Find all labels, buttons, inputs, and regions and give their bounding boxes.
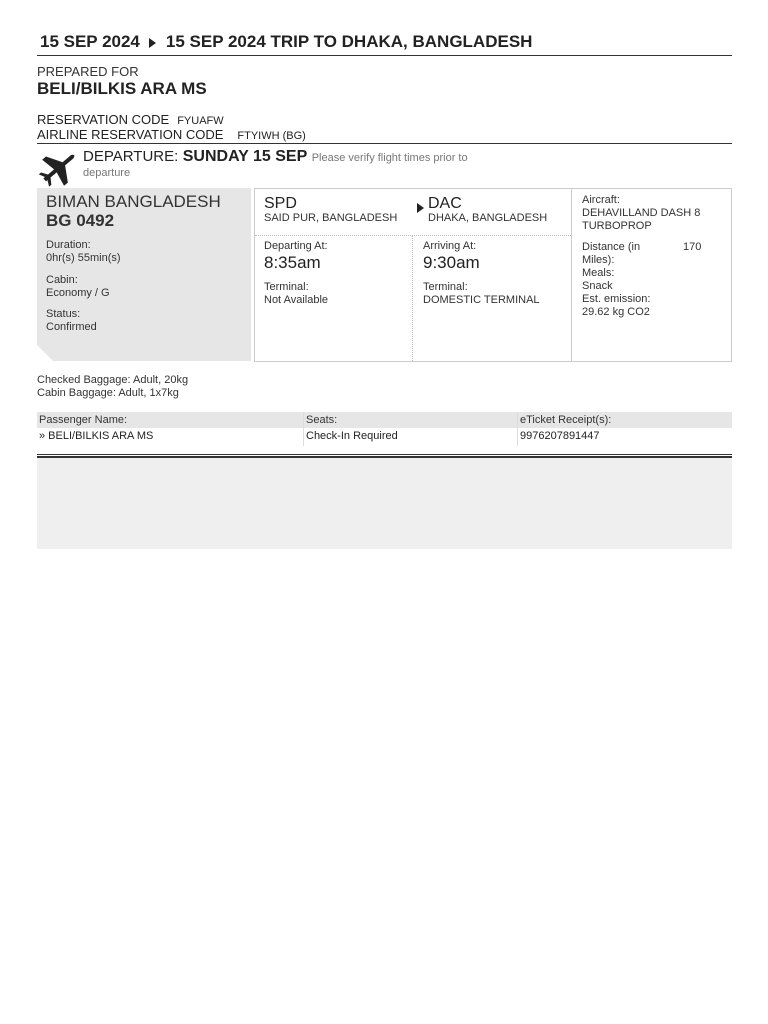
passenger-table <box>37 412 732 446</box>
airline-reservation-code-value: FTYIWH (BG) <box>237 130 306 142</box>
departure-label: DEPARTURE: <box>83 148 179 165</box>
eticket-cell: 9976207891447 <box>517 428 732 446</box>
emission-value: 29.62 kg CO2 <box>582 306 650 318</box>
departing-label: Departing At: <box>264 240 328 252</box>
distance-label-cont: Miles): <box>582 254 615 266</box>
column-divider-dotted <box>412 235 413 361</box>
flight-number: BG 0492 <box>46 211 115 230</box>
departure-heading <box>83 150 513 180</box>
blank-panel <box>37 458 732 549</box>
arrival-terminal-label: Terminal: <box>423 281 468 293</box>
arriving-time: 9:30am <box>423 253 480 272</box>
row-divider-dotted <box>255 235 571 236</box>
airline-panel <box>37 188 251 361</box>
cabin-baggage: Cabin Baggage: Adult, 1x7kg <box>37 387 179 399</box>
departure-terminal-value: Not Available <box>264 294 329 306</box>
table-row <box>37 428 732 446</box>
itinerary-header <box>37 28 732 56</box>
destination-city: DHAKA, BANGLADESH <box>428 212 548 224</box>
origin-code: SPD <box>264 195 297 212</box>
passenger-name-cell: » BELI/BILKIS ARA MS <box>39 430 154 442</box>
distance-label: Distance (in <box>582 241 641 253</box>
distance-value: 170 <box>683 241 702 253</box>
origin-city: SAID PUR, BANGLADESH <box>264 212 398 224</box>
arrival-terminal-value: DOMESTIC TERMINAL <box>423 294 540 306</box>
airline-reservation-code-label: AIRLINE RESERVATION CODE <box>37 127 224 142</box>
cabin-value: Economy / G <box>46 287 110 299</box>
destination-code: DAC <box>428 195 462 212</box>
reservation-code-row <box>37 112 224 127</box>
airline-reservation-code-row <box>37 127 306 142</box>
passenger-name-heading: BELI/BILKIS ARA MS <box>37 79 207 98</box>
departing-time: 8:35am <box>264 253 321 272</box>
duration-value: 0hr(s) 55min(s) <box>46 252 121 264</box>
triangle-right-icon <box>149 38 156 48</box>
duration-label: Duration: <box>46 239 91 251</box>
reservation-code-label: RESERVATION CODE <box>37 112 170 127</box>
meals-label: Meals: <box>582 267 615 279</box>
airline-name: BIMAN BANGLADESH <box>46 192 221 211</box>
cabin-label: Cabin: <box>46 274 78 286</box>
triangle-right-icon <box>417 203 424 213</box>
emission-label: Est. emission: <box>582 293 651 305</box>
header-eticket: eTicket Receipt(s): <box>517 412 732 428</box>
aircraft-line2: TURBOPROP <box>582 220 652 232</box>
header-passenger-name: Passenger Name: <box>39 414 128 426</box>
header-date: 15 SEP 2024 <box>40 31 140 51</box>
prepared-for-label: PREPARED FOR <box>37 64 139 79</box>
column-divider <box>571 189 572 361</box>
checked-baggage: Checked Baggage: Adult, 20kg <box>37 374 189 386</box>
status-label: Status: <box>46 308 81 320</box>
reservation-code-value: FYUAFW <box>177 115 224 127</box>
trip-title: 15 SEP 2024 TRIP TO DHAKA, BANGLADESH <box>165 31 533 51</box>
departure-day: SUNDAY 15 SEP <box>182 148 308 165</box>
header-seats: Seats: <box>303 412 517 428</box>
route-panel <box>254 188 732 362</box>
seats-cell: Check-In Required <box>303 428 517 446</box>
aircraft-line1: DEHAVILLAND DASH 8 <box>582 207 701 219</box>
meals-value: Snack <box>582 280 613 292</box>
table-header <box>37 412 732 428</box>
aircraft-label: Aircraft: <box>582 194 620 206</box>
airplane-icon <box>38 146 82 188</box>
panel-corner <box>37 345 53 361</box>
status-value: Confirmed <box>46 321 97 333</box>
divider <box>37 143 732 144</box>
arriving-label: Arriving At: <box>423 240 477 252</box>
departure-note: Please verify flight times prior to departure <box>83 152 468 179</box>
departure-terminal-label: Terminal: <box>264 281 309 293</box>
